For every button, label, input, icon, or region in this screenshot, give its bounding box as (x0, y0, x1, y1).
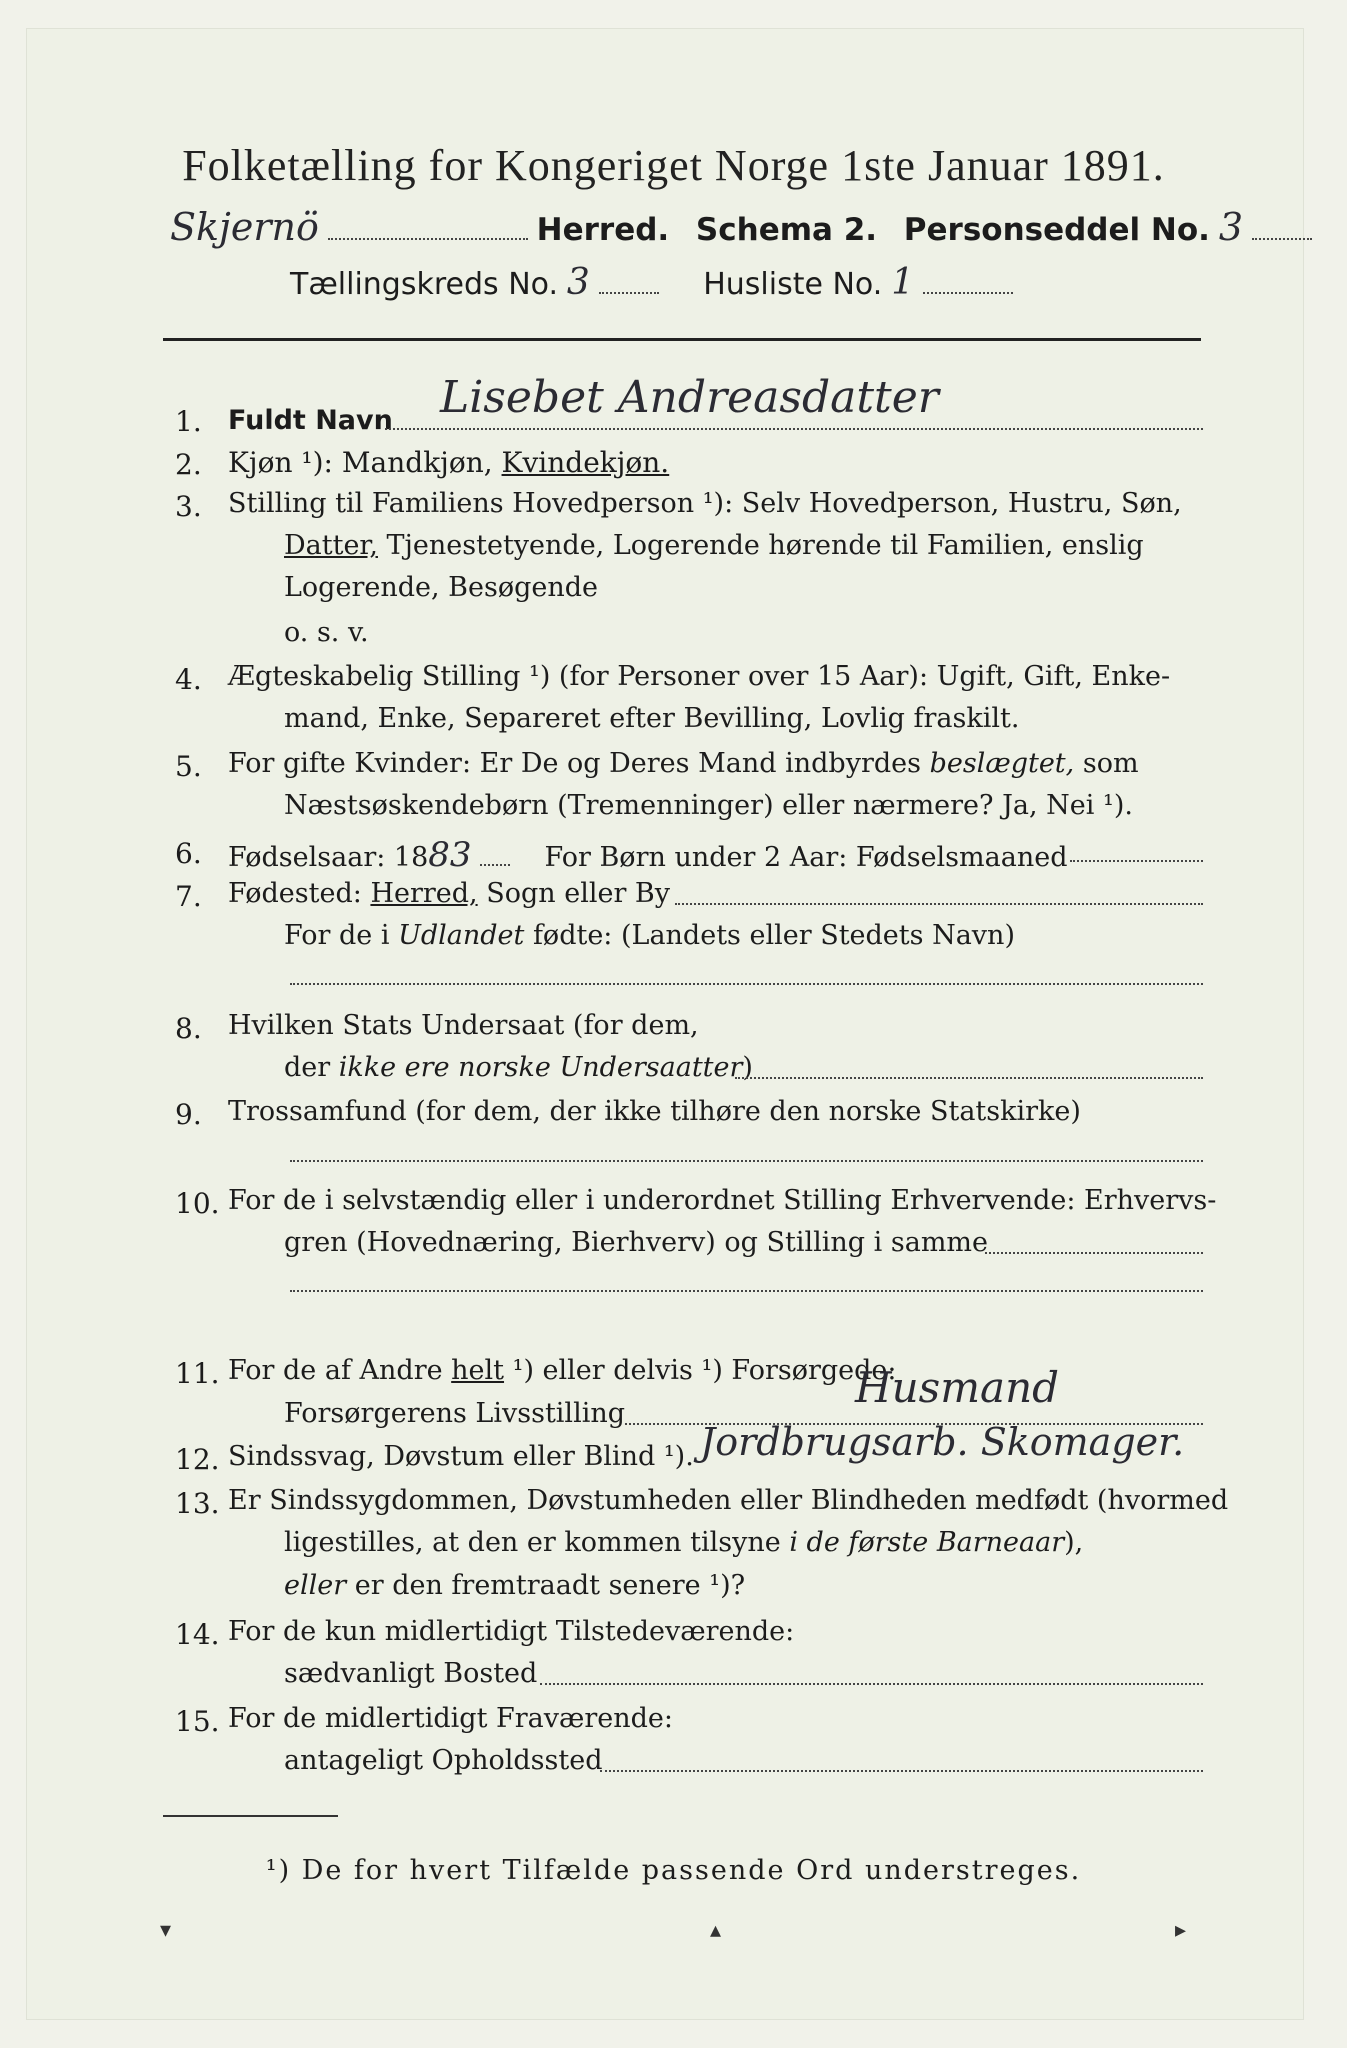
item-10-line-2: gren (Hovednæring, Bierhverv) og Stilling i samme (284, 1227, 989, 1258)
herred-label: Herred. (536, 212, 670, 248)
item-2-number: 2. (175, 448, 202, 481)
item-11-line-1-text: For de af Andre (228, 1355, 452, 1386)
item-8-italic: ikke ere norske Undersaatter (338, 1052, 743, 1083)
footnote-divider (163, 1815, 338, 1817)
item-12-line-1: Sindssvag, Døvstum eller Blind ¹). (228, 1441, 694, 1472)
sex-label: Kjøn ¹): Mandkjøn, (228, 446, 502, 479)
header-divider (163, 338, 1201, 341)
personseddel-label: Personseddel No. (903, 212, 1210, 248)
item-13-line-2 (284, 1527, 1083, 1558)
form-title: Folketælling for Kongeriget Norge 1ste Januar 1891. (182, 141, 1165, 190)
item-10-number: 10. (175, 1187, 220, 1220)
item-3-number: 3. (175, 490, 202, 523)
birth-year-label: Fødselsaar: 18 (228, 842, 429, 873)
margin-mark-center: ▴ (710, 1918, 722, 1943)
birthplace-label-tail: Sogn eller By (477, 878, 671, 909)
supporter-occupation-value: Husmand (855, 1363, 1060, 1412)
item-13-line-3-italic: eller (284, 1570, 347, 1601)
birthplace-herred-underlined: Herred, (370, 878, 478, 909)
margin-mark-left: ▾ (160, 1918, 172, 1943)
item-13-line-1: Er Sindssygdommen, Døvstumheden eller Blindheden medfødt (hvormed (228, 1485, 1229, 1516)
item-14-line-1: For de kun midlertidigt Tilstedeværende: (228, 1616, 795, 1647)
item-5-number: 5. (175, 750, 202, 783)
schema-label: Schema 2. (695, 212, 878, 248)
item-4-line-1: Ægteskabelig Stilling ¹) (for Personer over 15 Aar): Ugift, Gift, Enke- (228, 661, 1171, 692)
herred-value: Skjernö (170, 205, 319, 249)
full-name-label: Fuldt Navn (228, 405, 393, 436)
birth-month-label: For Børn under 2 Aar: Fødselsmaaned (544, 842, 1068, 873)
item-7-line-2-text: For de i (284, 920, 399, 951)
item-3-line-3: Logerende, Besøgende (284, 572, 598, 603)
item-5-line-1-text: For gifte Kvinder: Er De og Deres Mand indbyrdes (228, 748, 930, 779)
item-9-number: 9. (175, 1098, 202, 1131)
herred-row (170, 205, 1312, 249)
item-4-number: 4. (175, 663, 202, 696)
personseddel-value: 3 (1218, 205, 1244, 249)
item-3-line-1: Stilling til Familiens Hovedperson ¹): Selv Hovedperson, Hustru, Søn, (228, 488, 1182, 519)
full-name-value: Lisebet Andreasdatter (440, 372, 939, 423)
occupation-dotline-2 (290, 1290, 1203, 1292)
husliste-label: Husliste No. (703, 267, 883, 302)
item-13-number: 13. (175, 1487, 220, 1520)
item-11-line-1-tail: ¹) eller delvis ¹) Forsørgede: (504, 1355, 897, 1386)
item-5-line-2: Næstsøskendebørn (Tremenninger) eller nærmere? Ja, Nei ¹). (284, 790, 1133, 821)
item-13-line-3 (284, 1570, 745, 1601)
item-5-italic: beslægtet, (929, 748, 1075, 779)
kreds-value: 3 (566, 262, 590, 303)
sex-female-underlined: Kvindekjøn. (501, 446, 670, 479)
disability-note-value: Jordbrugsarb. Skomager. (700, 1420, 1185, 1464)
foreign-birthplace-dotline (290, 983, 1203, 985)
item-2 (228, 446, 669, 479)
supported-fully-underlined: helt (451, 1355, 505, 1386)
item-7-italic: Udlandet (398, 920, 525, 951)
footnote: ¹) De for hvert Tilfælde passende Ord understreges. (265, 1855, 1082, 1886)
item-6-number: 6. (175, 837, 202, 870)
item-9-line-1: Trossamfund (for dem, der ikke tilhøre den norske Statskirke) (228, 1096, 1081, 1127)
item-3-line-2-text: Tjenestetyende, Logerende hørende til Familien, enslig (377, 530, 1144, 561)
kreds-row (290, 262, 1013, 303)
citizenship-dotline (735, 1077, 1203, 1079)
item-5-line-1-tail: som (1074, 748, 1139, 779)
item-13-italic: i de første Barneaar (789, 1527, 1065, 1558)
item-11-number: 11. (175, 1357, 220, 1390)
item-11-line-1 (228, 1355, 897, 1386)
item-7-number: 7. (175, 880, 202, 913)
item-8-number: 8. (175, 1012, 202, 1045)
religion-dotline (290, 1160, 1203, 1162)
item-15-line-1: For de midlertidigt Fraværende: (228, 1703, 674, 1734)
item-14-number: 14. (175, 1618, 220, 1651)
husliste-value: 1 (891, 262, 915, 303)
item-7-line-2 (284, 920, 1015, 951)
item-1 (228, 403, 393, 436)
item-7-line-1 (228, 878, 670, 909)
item-13-line-2-text: ligestilles, at den er kommen tilsyne (284, 1527, 790, 1558)
item-15-line-2: antageligt Opholdssted (284, 1745, 603, 1776)
birth-year-value: 83 (428, 835, 472, 875)
item-7-line-2-tail: fødte: (Landets eller Stedets Navn) (524, 920, 1015, 951)
item-1-number: 1. (175, 405, 202, 438)
birth-month-dotline (1070, 860, 1203, 862)
whereabouts-dotline (600, 1770, 1203, 1772)
item-13-line-3-text: er den fremtraadt senere ¹)? (346, 1570, 746, 1601)
birthplace-dotline (675, 903, 1203, 905)
item-4-line-2: mand, Enke, Separeret efter Bevilling, Lovlig fraskilt. (284, 703, 1020, 734)
item-13-line-2-tail: ), (1064, 1527, 1084, 1558)
item-6 (228, 835, 1068, 875)
kreds-label: Tællingskreds No. (290, 267, 558, 302)
item-15-number: 15. (175, 1705, 220, 1738)
margin-mark-right: ▸ (1175, 1918, 1187, 1943)
item-12-number: 12. (175, 1443, 220, 1476)
residence-dotline (540, 1683, 1203, 1685)
occupation-dotline (985, 1252, 1203, 1254)
item-8-line-1: Hvilken Stats Undersaat (for dem, (228, 1010, 699, 1041)
birthplace-label: Fødested: (228, 878, 371, 909)
item-14-line-2: sædvanligt Bosted (284, 1658, 538, 1689)
item-10-line-1: For de i selvstændig eller i underordnet Stilling Erhvervende: Erhvervs- (228, 1185, 1217, 1216)
relation-daughter-underlined: Datter, (284, 530, 378, 561)
item-11-line-2: Forsørgerens Livsstilling (284, 1398, 626, 1429)
item-3-line-2 (284, 530, 1144, 561)
full-name-dotline (385, 428, 1203, 430)
item-3-line-4: o. s. v. (284, 617, 369, 648)
item-8-line-2-text: der (284, 1052, 339, 1083)
item-5-line-1 (228, 748, 1139, 779)
item-8-line-2: der ikke ere norske Undersaatter) (284, 1052, 753, 1083)
